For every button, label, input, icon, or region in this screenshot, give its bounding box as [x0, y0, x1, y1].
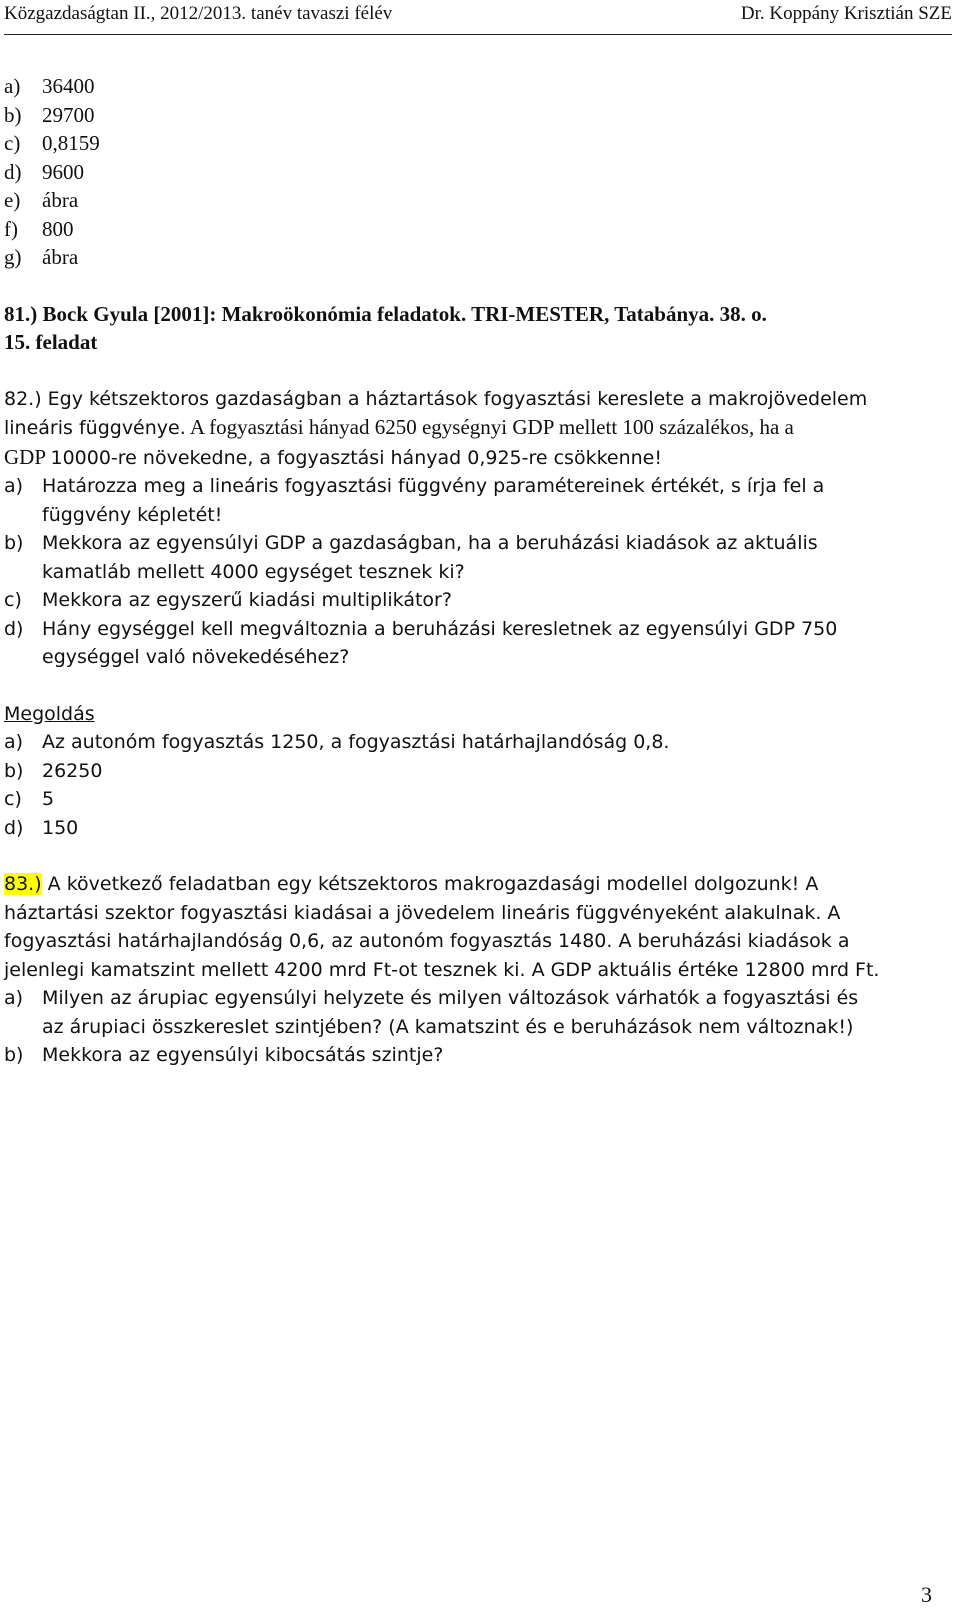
task-81-line: 81.) Bock Gyula [2001]: Makroökonómia feladatok. TRI-MESTER, Tatabánya. 38. o. [4, 301, 767, 326]
list-item [4, 186, 928, 215]
item-text: 800 [42, 216, 74, 241]
task-81-line: 15. feladat [4, 330, 98, 354]
list-item [4, 129, 928, 158]
solution-item [4, 728, 928, 757]
task-83-line: háztartási szektor fogyasztási kiadásai a jövedelem lineáris függvényeként alakulnak. A [4, 901, 841, 924]
item-label: d) [4, 159, 22, 184]
task-82-intro-fragment: 10000-re növekedne, a fogyasztási hányad 0,925-re csökkenne! [50, 446, 662, 469]
item-label: c) [4, 131, 21, 155]
page-number: 3 [921, 1582, 932, 1607]
item-label: b) [4, 759, 24, 782]
question-text: függvény képletét! [42, 503, 223, 526]
question-text: Milyen az árupiac egyensúlyi helyzete és milyen változások várhatók a fogyasztási és [42, 987, 859, 1009]
item-label: a) [4, 475, 24, 497]
solution-item [4, 785, 928, 814]
task-83 [4, 870, 928, 1070]
task-82-intro-fragment: A fogyasztási hányad 6250 egységnyi GDP mellett 100 százalékos, ha a [185, 415, 794, 439]
item-text: ábra [42, 245, 79, 269]
item-label: e) [4, 188, 21, 212]
page-header [4, 0, 952, 35]
task-82-question [4, 472, 928, 529]
question-text: Mekkora az egyensúlyi kibocsátás szintje? [42, 1044, 444, 1066]
item-label: g) [4, 245, 22, 269]
item-label: c) [4, 788, 22, 810]
header-course-title: Közgazdaságtan II., 2012/2013. tanév tavaszi félév [4, 3, 393, 24]
item-text: 36400 [42, 74, 95, 98]
list-item [4, 243, 928, 272]
task-83-line: A következő feladatban egy kétszektoros makrogazdasági modellel dolgozunk! A [41, 873, 819, 895]
task-81-reference [4, 300, 928, 357]
item-text: 29700 [42, 102, 95, 127]
item-label: b) [4, 532, 24, 554]
item-label: b) [4, 102, 22, 127]
task-82-question [4, 586, 928, 615]
item-text: 9600 [42, 159, 84, 184]
list-item [4, 215, 928, 244]
item-label: a) [4, 731, 24, 753]
task-82-intro-fragment: lineáris függvénye. [4, 417, 186, 439]
item-label: a) [4, 74, 21, 98]
task-83-question [4, 1041, 928, 1070]
list-item [4, 101, 928, 130]
task-83-question [4, 984, 928, 1041]
solution-item [4, 814, 928, 843]
solution-text: 26250 [42, 759, 103, 782]
item-label: f) [4, 216, 18, 241]
task-82-intro-line: 82.) Egy kétszektoros gazdaságban a háztartások fogyasztási kereslete a makrojövedelem [4, 387, 868, 410]
task-83-number: 83.) [4, 873, 42, 895]
question-text: kamatláb mellett 4000 egységet tesznek ki? [42, 560, 465, 583]
item-text: 0,8159 [42, 131, 100, 155]
item-label: c) [4, 589, 22, 611]
item-label: a) [4, 987, 24, 1009]
solution-text: 150 [42, 816, 79, 839]
document-body [4, 72, 928, 1070]
item-text: ábra [42, 188, 79, 212]
solution-heading: Megoldás [4, 702, 95, 725]
question-text: Mekkora az egyszerű kiadási multiplikátor? [42, 589, 452, 611]
list-item [4, 158, 928, 187]
task-83-line: jelenlegi kamatszint mellett 4200 mrd Ft-ot tesznek ki. A GDP aktuális értéke 12800 mrd Ft. [4, 958, 880, 981]
question-text: Határozza meg a lineáris fogyasztási függvény paramétereinek értékét, s írja fel a [42, 475, 825, 497]
solution-text: Az autonóm fogyasztás 1250, a fogyasztási határhajlandóság 0,8. [42, 731, 670, 753]
solution-text: 5 [42, 788, 55, 810]
item-label: b) [4, 1044, 24, 1066]
task-82-intro-fragment: GDP [4, 444, 51, 469]
question-text: Mekkora az egyensúlyi GDP a gazdaságban, ha a beruházási kiadások az aktuális [42, 532, 818, 554]
solution-item [4, 757, 928, 786]
question-text: az árupiaci összkereslet szintjében? (A kamatszint és e beruházások nem változnak!) [42, 1015, 854, 1038]
task-83-line: fogyasztási határhajlandóság 0,6, az autonóm fogyasztás 1480. A beruházási kiadások a [4, 930, 850, 952]
task-82 [4, 385, 928, 843]
item-label: d) [4, 816, 24, 839]
question-text: Hány egységgel kell megváltoznia a beruházási keresletnek az egyensúlyi GDP 750 [42, 617, 838, 640]
list-item [4, 72, 928, 101]
previous-answers-list [4, 72, 928, 272]
task-82-question [4, 529, 928, 586]
item-label: d) [4, 617, 24, 640]
task-82-question [4, 615, 928, 672]
question-text: egységgel való növekedéséhez? [42, 646, 350, 668]
header-author: Dr. Koppány Krisztián SZE [740, 3, 952, 24]
